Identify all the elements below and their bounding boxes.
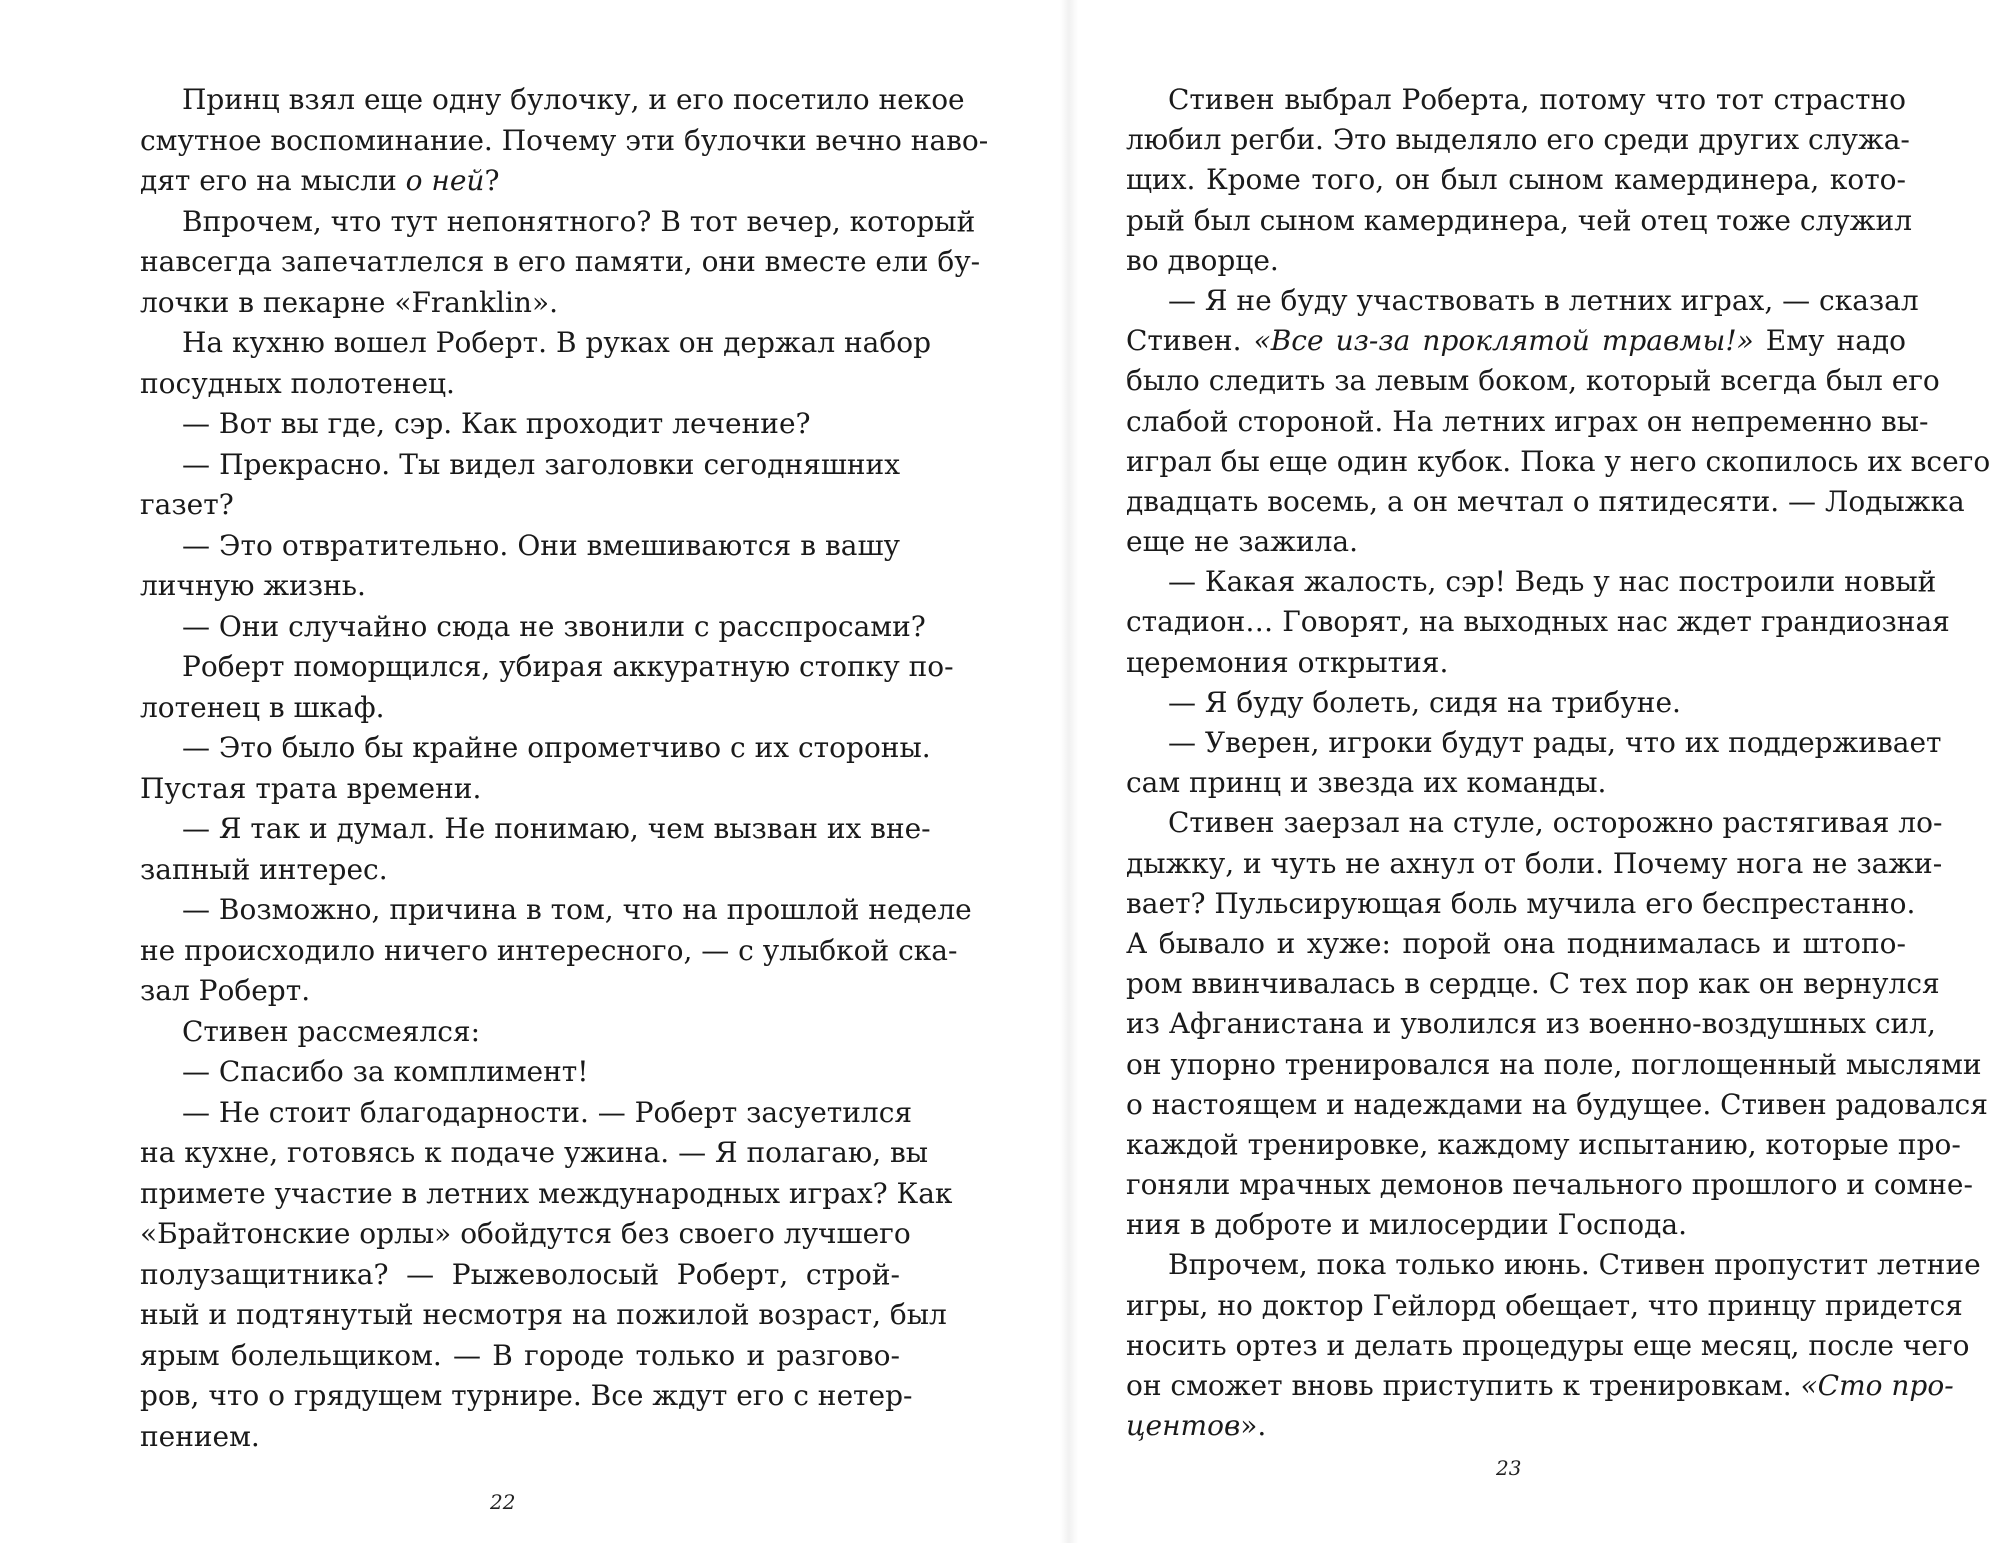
text-line: — Это отвратительно. Они вмешиваются в вашу	[182, 528, 900, 562]
text-line: сам принц и звезда их команды.	[1126, 766, 1607, 800]
text-line: Принц взял еще одну булочку, и его посетило некое	[182, 83, 965, 116]
text-line: — Уверен, игроки будут рады, что их поддерживает	[1168, 726, 1942, 759]
text-line: двадцать восемь, а он мечтал о пятидесяти. — Лодыжка	[1126, 484, 1965, 518]
text-line: — Спасибо за комплимент!	[182, 1055, 589, 1088]
text-line: вает? Пульсирующая боль мучила его беспрестанно.	[1126, 886, 1916, 920]
text-line: На кухню вошел Роберт. В руках он держал набор	[182, 326, 932, 359]
text-line: зал Роберт.	[140, 974, 311, 1007]
italic-phrase: о ней	[405, 164, 485, 197]
text-line: посудных полотенец.	[140, 366, 455, 400]
text-line: щих. Кроме того, он был сыном камердинера, кото-	[1126, 163, 1906, 197]
right-page	[1126, 80, 1991, 1446]
text-line: лотенец в шкаф.	[140, 690, 385, 724]
text-line: — Я буду болеть, сидя на трибуне.	[1168, 685, 1681, 719]
text-line: — Они случайно сюда не звонили с расспросами?	[182, 609, 926, 643]
text-line: он упорно тренировался на поле, поглощенный мыслями	[1126, 1047, 1982, 1081]
text-line: «Брайтонские орлы» обойдутся без своего лучшего	[140, 1217, 911, 1250]
text-line: каждой тренировке, каждому испытанию, которые про-	[1126, 1127, 1961, 1161]
text-line: — Прекрасно. Ты видел заголовки сегодняшних	[182, 447, 900, 481]
text-line: игры, но доктор Гейлорд обещает, что принцу придется	[1126, 1288, 1963, 1322]
text-line: — Какая жалость, сэр! Ведь у нас построили новый	[1168, 565, 1937, 599]
page-number-left: 22	[490, 1490, 516, 1514]
text-line: полузащитника? — Рыжеволосый Роберт, строй-	[140, 1257, 900, 1291]
left-page	[140, 80, 989, 1457]
text-line: Стивен выбрал Роберта, потому что тот страстно	[1168, 83, 1906, 116]
text-line: — Вот вы где, сэр. Как проходит лечение?	[182, 407, 811, 440]
text-line: из Афганистана и уволился из военно-воздушных сил,	[1126, 1007, 1936, 1041]
book-gutter	[1060, 0, 1078, 1543]
text-line: — Я так и думал. Не понимаю, чем вызван их вне-	[182, 812, 931, 845]
text-line: Впрочем, пока только июнь. Стивен пропустит летние	[1168, 1248, 1981, 1282]
text-line: примете участие в летних международных играх? Как	[140, 1176, 953, 1210]
text-line: он сможет вновь приступить к тренировкам. «Сто про-	[1126, 1369, 1954, 1402]
italic-phrase: «Сто про-	[1800, 1369, 1954, 1402]
text-line: смутное воспоминание. Почему эти булочки вечно наво-	[140, 123, 989, 157]
text-line: — Не стоит благодарности. — Роберт засуетился	[182, 1095, 913, 1129]
text-line: Стивен рассмеялся:	[182, 1014, 481, 1048]
text-line: Впрочем, что тут непонятного? В тот вечер, который	[182, 204, 976, 238]
text-line: любил регби. Это выделяло его среди других служа-	[1126, 123, 1910, 157]
text-line: пением.	[140, 1419, 260, 1453]
text-line: А бывало и хуже: порой она поднималась и штопо-	[1126, 926, 1906, 960]
text-line: газет?	[140, 488, 234, 521]
text-line: гоняли мрачных демонов печального прошлого и сомне-	[1126, 1168, 1973, 1202]
italic-phrase: «Все из-за проклятой травмы!»	[1253, 324, 1754, 358]
text-line: лочки в пекарне «Franklin».	[140, 285, 558, 319]
text-line: на кухне, готовясь к подаче ужина. — Я полагаю, вы	[140, 1136, 929, 1169]
text-line: еще не зажила.	[1126, 525, 1358, 559]
text-line: Пустая трата времени.	[140, 771, 482, 805]
text-line: дыжку, и чуть не ахнул от боли. Почему нога не зажи-	[1126, 846, 1943, 880]
text-line: ярым болельщиком. — В городе только и разгово-	[140, 1338, 900, 1372]
text-line: не происходило ничего интересного, — с улыбкой ска-	[140, 933, 958, 967]
text-line: дят его на мысли о ней?	[140, 164, 500, 197]
text-line: центов».	[1126, 1409, 1267, 1443]
text-line: ров, что о грядущем турнире. Все ждут его с нетер-	[140, 1379, 913, 1412]
text-line: ния в доброте и милосердии Господа.	[1126, 1208, 1687, 1242]
text-line: Роберт поморщился, убирая аккуратную стопку по-	[182, 650, 954, 683]
text-line: ный и подтянутый несмотря на пожилой возраст, был	[140, 1298, 947, 1331]
page-number-right: 23	[1496, 1456, 1522, 1480]
text-line: о настоящем и надеждами на будущее. Стивен радовался	[1126, 1087, 1988, 1121]
text-line: ром ввинчивалась в сердце. С тех пор как он вернулся	[1126, 967, 1940, 1001]
text-line: Стивен. «Все из-за проклятой травмы!» Ему надо	[1126, 324, 1907, 358]
text-line: навсегда запечатлелся в его памяти, они вместе ели бу-	[140, 245, 981, 278]
italic-phrase: центов	[1126, 1409, 1241, 1443]
text-line: слабой стороной. На летних играх он непременно вы-	[1126, 404, 1929, 438]
text-line: — Это было бы крайне опрометчиво с их стороны.	[182, 731, 931, 764]
text-line: церемония открытия.	[1126, 645, 1449, 679]
text-line: личную жизнь.	[140, 569, 366, 602]
text-line: Стивен заерзал на стуле, осторожно растягивая ло-	[1168, 806, 1943, 840]
text-line: носить ортез и делать процедуры еще месяц, после чего	[1126, 1328, 1970, 1362]
text-line: рый был сыном камердинера, чей отец тоже служил	[1126, 203, 1912, 237]
text-line: во дворце.	[1126, 243, 1279, 277]
text-line: запный интерес.	[140, 852, 388, 886]
text-line: стадион… Говорят, на выходных нас ждет грандиозная	[1126, 605, 1950, 639]
text-line: было следить за левым боком, который всегда был его	[1126, 364, 1940, 398]
text-line: — Возможно, причина в том, что на прошлой неделе	[182, 893, 972, 926]
text-line: — Я не буду участвовать в летних играх, — сказал	[1168, 283, 1919, 317]
text-line: играл бы еще один кубок. Пока у него скопилось их всего	[1126, 444, 1991, 478]
